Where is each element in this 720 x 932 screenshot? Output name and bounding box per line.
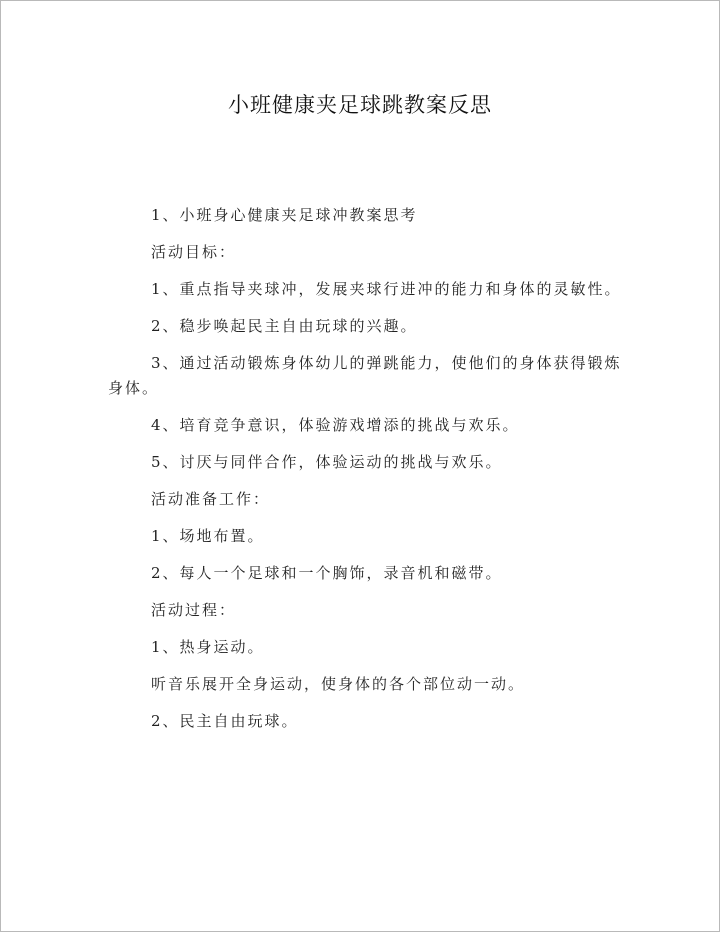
paragraph-goal-3: 3、通过活动锻炼身体幼儿的弹跳能力，使他们的身体获得锻炼身体。: [108, 354, 622, 397]
paragraph-goal-1: 1、重点指导夹球冲，发展夹球行进冲的能力和身体的灵敏性。: [151, 280, 622, 298]
paragraph-goal-2: 2、稳步唤起民主自由玩球的兴趣。: [151, 317, 418, 335]
paragraph-process-1: 1、热身运动。: [151, 638, 265, 656]
paragraph-process-2: 2、民主自由玩球。: [151, 712, 299, 730]
paragraph-process-label: 活动过程：: [151, 601, 237, 619]
paragraph-process-1-desc: 听音乐展开全身运动，使身体的各个部位动一动。: [151, 675, 526, 693]
paragraph-prep-2: 2、每人一个足球和一个胸饰，录音机和磁带。: [151, 564, 503, 582]
paragraph-goals-label: 活动目标：: [151, 243, 237, 261]
paragraph-prep-1: 1、场地布置。: [151, 527, 265, 545]
paragraph-prep-label: 活动准备工作：: [151, 490, 271, 508]
paragraph-goal-5: 5、讨厌与同伴合作，体验运动的挑战与欢乐。: [151, 453, 503, 471]
paragraph-goal-4: 4、培育竞争意识，体验游戏增添的挑战与欢乐。: [151, 416, 520, 434]
document-title: 小班健康夹足球跳教案反思: [228, 93, 492, 117]
paragraph-heading-item: 1、小班身心健康夹足球冲教案思考: [151, 206, 418, 224]
document-body: [108, 203, 628, 746]
